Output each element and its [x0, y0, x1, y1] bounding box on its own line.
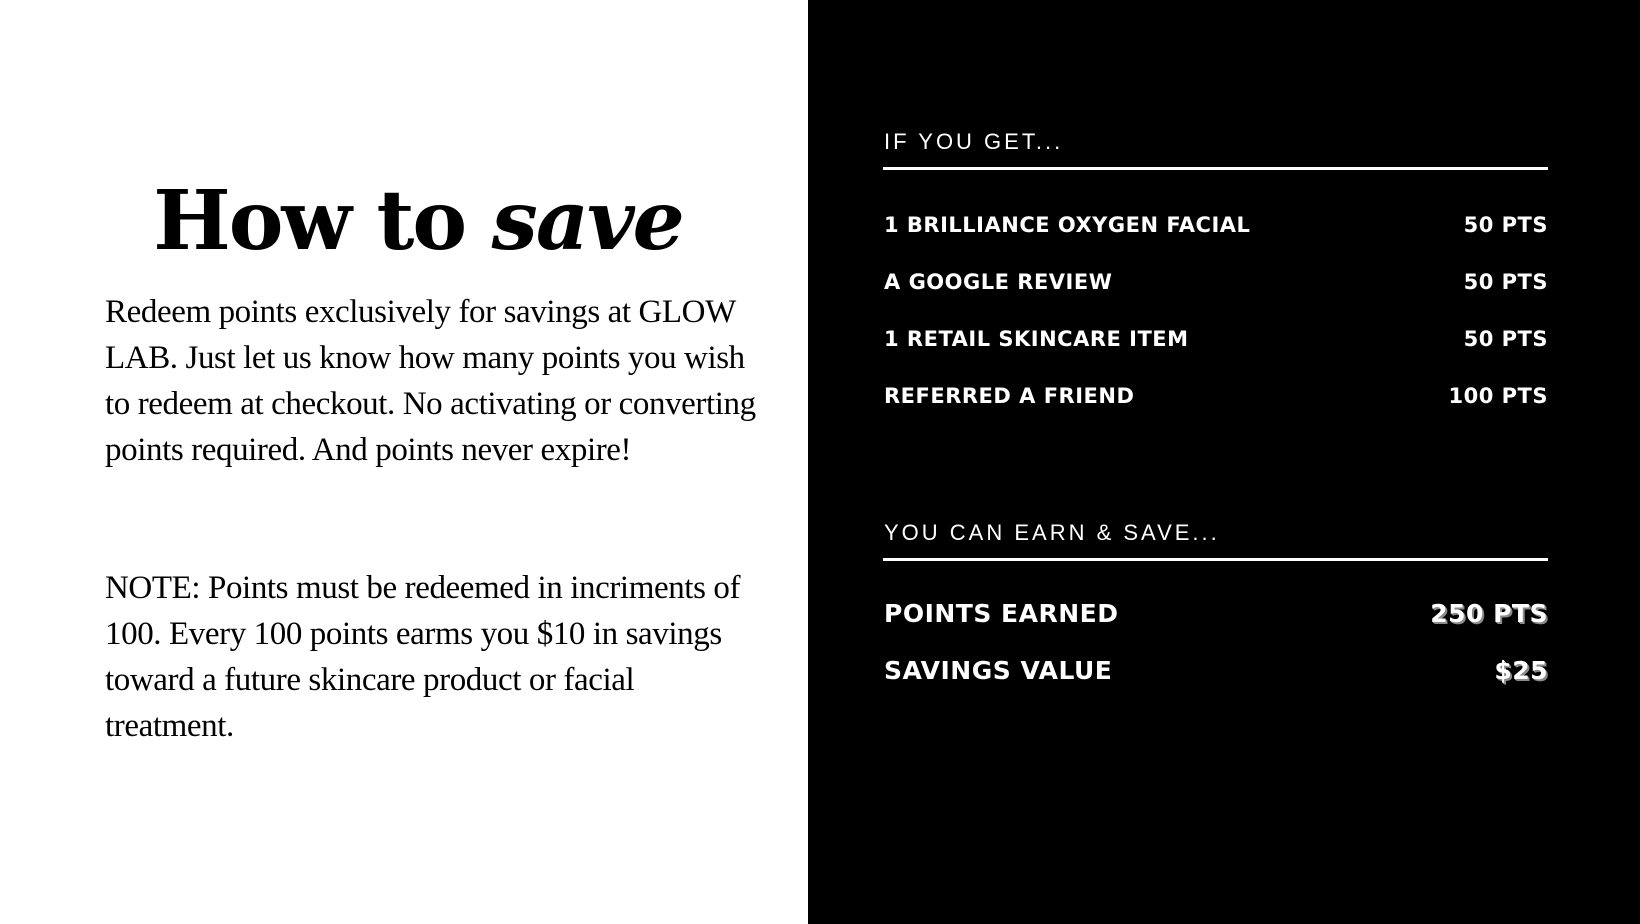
earn-item-points: 50 PTS [1463, 270, 1548, 294]
earn-divider [883, 167, 1548, 170]
earn-item-points: 50 PTS [1463, 327, 1548, 351]
earn-row-google-review [884, 266, 1548, 298]
earn-item-label: REFERRED A FRIEND [884, 384, 1135, 408]
earn-item-label: 1 BRILLIANCE OXYGEN FACIAL [884, 213, 1251, 237]
save-row-points-earned [884, 595, 1548, 631]
earn-row-facial [884, 209, 1548, 241]
title-main: How to [153, 173, 492, 269]
earn-row-retail-item [884, 323, 1548, 355]
save-item-label: SAVINGS VALUE [884, 655, 1113, 685]
earn-item-points: 50 PTS [1463, 213, 1548, 237]
save-item-value: $25 [1494, 655, 1548, 685]
note-paragraph: NOTE: Points must be redeemed in incriments of 100. Every 100 points earms you $10 in savings toward a future skincare product or facial treatment. [105, 570, 741, 744]
left-panel [0, 0, 808, 924]
earn-item-points: 100 PTS [1448, 384, 1548, 408]
save-divider [883, 558, 1548, 561]
earn-row-referral [884, 380, 1548, 412]
save-item-label: POINTS EARNED [884, 598, 1119, 628]
earn-item-label: 1 RETAIL SKINCARE ITEM [884, 327, 1189, 351]
redeem-paragraph: Redeem points exclusively for savings at GLOW LAB. Just let us know how many points you wish to redeem at checkout. No activating or converting points required. And points never expire! [105, 294, 756, 468]
save-row-savings-value [884, 652, 1548, 688]
save-section-label: YOU CAN EARN & SAVE... [884, 520, 1220, 545]
title-emphasis: save [491, 173, 683, 269]
save-item-value: 250 PTS [1430, 598, 1548, 628]
earn-section-label: IF YOU GET... [884, 129, 1064, 154]
earn-item-label: A GOOGLE REVIEW [884, 270, 1113, 294]
page-title [0, 173, 836, 269]
